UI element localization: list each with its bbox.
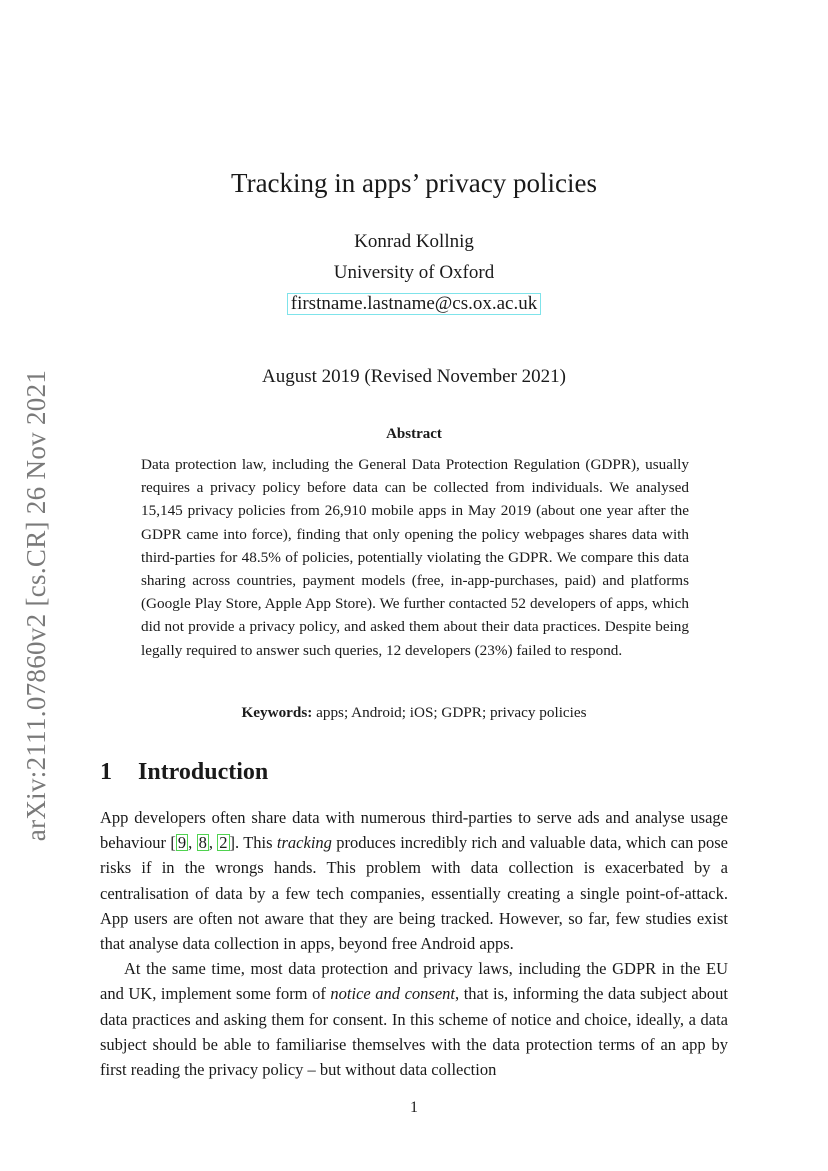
abstract-text: Data protection law, including the General Data Protection Regulation (GDPR), usually requires a privacy policy before data can be collected from individuals. We analysed 15,145 privacy policies from 26,910 mobile apps in May 2019 (about one year after the GDPR came into force), finding that only opening the policy webpages shares data with third-parties for 48.5% of policies, potentially violating the GDPR. We compare this data sharing across countries, payment models (free, in-app-purchases, paid) and platforms (Google Play Store, Apple App Store). We further contacted 52 developers of apps, which did not provide a privacy policy, and asked them about their data practices. Despite being legally required to answer such queries, 12 developers (23%) failed to respond.: [141, 456, 689, 659]
citation-separator: ,: [208, 833, 218, 853]
keywords-line: [100, 702, 728, 724]
author-email-link[interactable]: firstname.lastname@cs.ox.ac.uk: [287, 293, 541, 315]
intro-p1-text-a: App developers often share data with numerous third-parties to serve ads and analyse usage behaviour [: [100, 808, 728, 853]
intro-p1-text-b: ]. This: [229, 833, 277, 853]
section-title: Introduction: [138, 759, 269, 785]
paper-title: Tracking in apps’ privacy policies: [231, 168, 597, 198]
introduction-body: [100, 805, 728, 1082]
arxiv-identifier-stamp: [14, 362, 60, 848]
arxiv-identifier-text: arXiv:2111.07860v2 [cs.CR] 26 Nov 2021: [21, 369, 52, 841]
abstract-heading: Abstract: [386, 426, 442, 442]
intro-p1-emphasis: tracking: [276, 833, 332, 853]
page-number: 1: [410, 1099, 418, 1116]
intro-p2-emphasis: notice and consent: [330, 984, 456, 1004]
intro-p2-text-a: At the same time, most data protection and privacy laws, including the GDPR in the EU and UK, implement some form of: [100, 959, 728, 1004]
intro-p2-text-b: , that is, informing the data subject about data practices and asking them for consent. In this scheme of notice and choice, ideally, a data subject should be able to familiarise themselves with the data protection terms of an app by first reading the privacy policy – but without data collection: [100, 984, 729, 1080]
paper-date: August 2019 (Revised November 2021): [262, 366, 566, 387]
intro-p1-text-c: produces incredibly rich and valuable data, which can pose risks if in the wrongs hands. This problem with data collection is exacerbated by a centralisation of data by a few tech companies, essentially creating a single point-of-attack. App users are often not aware that they are being tracked. However, so far, few studies exist that analyse data collection in apps, beyond free Android apps.: [100, 833, 728, 954]
keywords-label: Keywords:: [241, 704, 313, 721]
citation-separator: ,: [188, 833, 197, 853]
author-name: Konrad Kollnig: [354, 231, 474, 252]
citation-link-9[interactable]: 9: [177, 833, 187, 853]
section-heading-introduction: [100, 756, 268, 788]
author-affiliation: University of Oxford: [333, 262, 495, 283]
intro-paragraph-1: [100, 805, 728, 956]
keywords-text: apps; Android; iOS; GDPR; privacy policies: [316, 704, 587, 721]
author-email-block: [100, 292, 728, 316]
citation-link-8[interactable]: 8: [198, 833, 207, 853]
section-number: 1: [100, 759, 112, 785]
citation-link-2[interactable]: 2: [219, 833, 228, 853]
intro-paragraph-2: [100, 956, 728, 1082]
